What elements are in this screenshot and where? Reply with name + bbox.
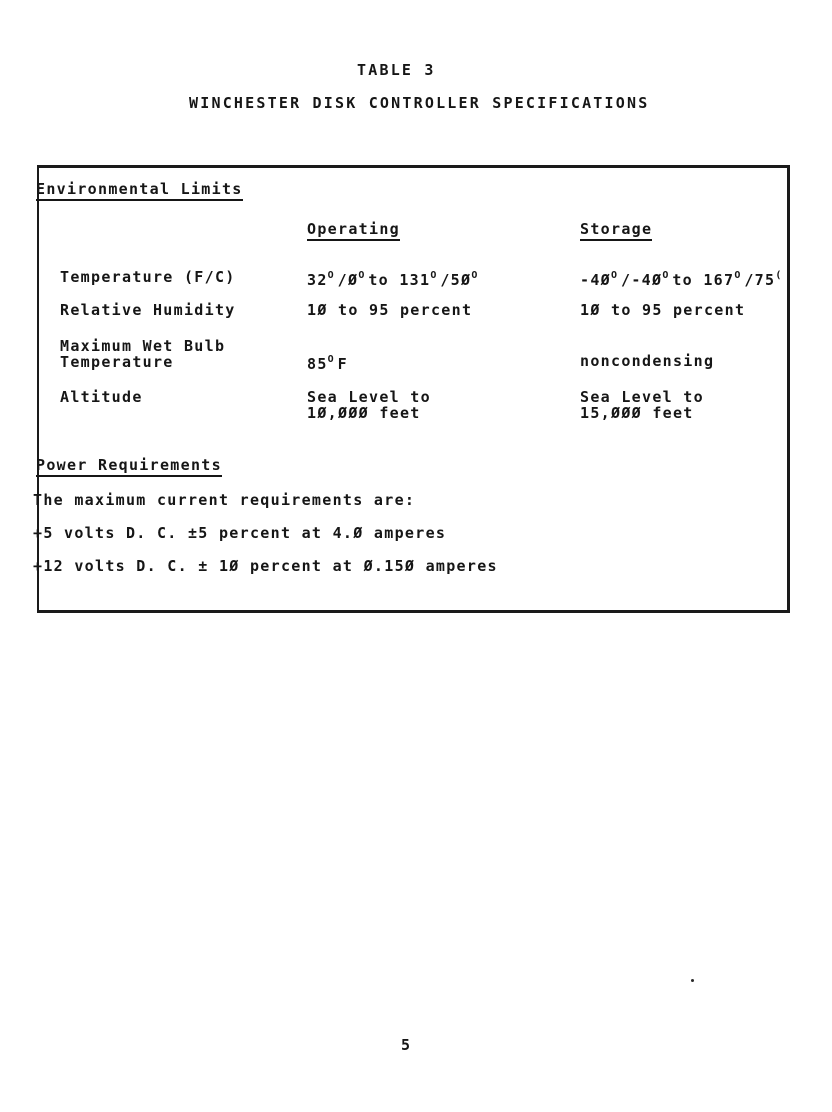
- column-header-operating: Operating: [307, 221, 400, 241]
- value-wet-bulb-storage: noncondensing: [580, 352, 715, 370]
- value-humidity-storage: 1Ø to 95 percent: [580, 301, 746, 319]
- power-intro-text: The maximum current requirements are:: [33, 491, 416, 509]
- row-label-altitude: Altitude: [60, 388, 143, 406]
- specifications-box: [33, 165, 790, 613]
- page-number: 5: [401, 1036, 412, 1054]
- row-label-wet-bulb: Maximum Wet Bulb Temperature: [60, 337, 226, 371]
- environmental-limits-heading: Environmental Limits: [36, 181, 243, 201]
- column-header-storage: Storage: [580, 221, 652, 241]
- scan-speck: [691, 979, 694, 982]
- value-altitude-operating: Sea Level to 1Ø,ØØØ feet: [307, 388, 431, 422]
- table-number-title: TABLE 3: [357, 61, 436, 79]
- power-requirements-heading: Power Requirements: [36, 457, 222, 477]
- row-label-temperature: Temperature (F/C): [60, 268, 236, 286]
- value-altitude-storage: Sea Level to 15,ØØØ feet: [580, 388, 704, 422]
- value-wet-bulb-operating: $85^O$ F: [307, 354, 349, 373]
- value-temperature-operating: $32^O$ $/Ø^O$ to $131^O$ $/5Ø^O$: [307, 270, 478, 289]
- row-label-humidity: Relative Humidity: [60, 301, 236, 319]
- value-temperature-storage: $-4Ø^O$ $/-4Ø^O$ to $167^O$ /75(: [580, 270, 782, 289]
- value-humidity-operating: 1Ø to 95 percent: [307, 301, 473, 319]
- document-title: WINCHESTER DISK CONTROLLER SPECIFICATIONS: [189, 94, 650, 112]
- power-spec-12v: +12 volts D. C. ± 1Ø percent at Ø.15Ø amperes: [33, 557, 498, 575]
- power-spec-5v: +5 volts D. C. ±5 percent at 4.Ø amperes: [33, 524, 447, 542]
